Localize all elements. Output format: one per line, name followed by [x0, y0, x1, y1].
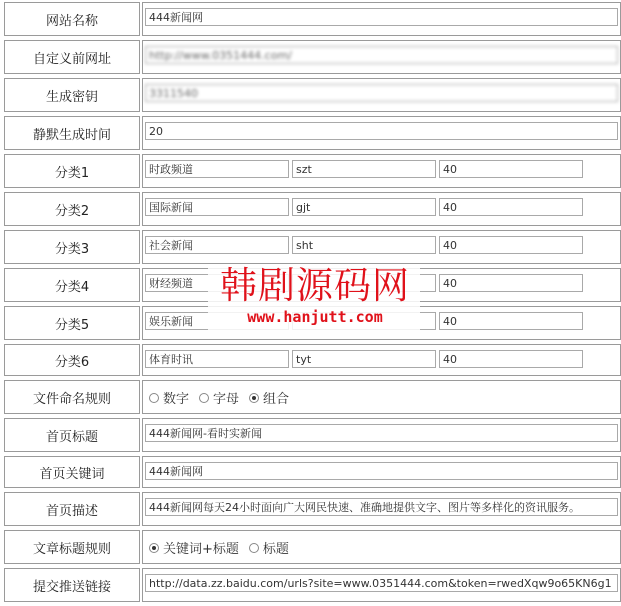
watermark-backdrop — [208, 266, 420, 336]
category-label: 分类5 — [4, 306, 140, 340]
row-silent-time — [0, 114, 621, 152]
silent-time-cell — [142, 116, 621, 150]
radio-option-title[interactable] — [249, 538, 289, 557]
home-keywords-input[interactable]: 444新闻网 — [145, 462, 618, 480]
row-category-3 — [0, 228, 621, 266]
article-title-rule-cell — [142, 530, 621, 564]
category-count-input[interactable]: 40 — [439, 312, 583, 330]
row-gen-key — [0, 76, 621, 114]
url-prefix-label: 自定义前网址 — [4, 40, 140, 74]
home-desc-input[interactable]: 444新闻网每天24小时面向广大网民快速、准确地提供文字、图片等多样化的资讯服务。 — [145, 498, 618, 516]
row-article-title-rule — [0, 528, 621, 566]
radio-option-combined[interactable] — [249, 388, 289, 407]
radio-label: 字母 — [213, 392, 240, 407]
site-name-label: 网站名称 — [4, 2, 140, 36]
row-home-desc — [0, 490, 621, 528]
silent-time-label: 静默生成时间 — [4, 116, 140, 150]
home-desc-label: 首页描述 — [4, 492, 140, 526]
watermark-title: 韩剧源码网 — [220, 264, 410, 307]
site-name-cell — [142, 2, 621, 36]
radio-unchecked-icon[interactable] — [149, 393, 159, 403]
category-count-input[interactable]: 40 — [439, 274, 583, 292]
push-link-input[interactable]: http://data.zz.baidu.com/urls?site=www.0351444.com&token=rwedXqw9o65KN6g1 — [145, 574, 618, 592]
row-url-prefix — [0, 38, 621, 76]
category-label: 分类2 — [4, 192, 140, 226]
category-name-input[interactable]: 时政频道 — [145, 160, 289, 178]
category-count-input[interactable]: 40 — [439, 198, 583, 216]
category-code-input[interactable]: gjt — [292, 198, 436, 216]
radio-label: 组合 — [263, 392, 290, 407]
file-naming-radio-group — [149, 388, 289, 407]
category-code-input[interactable]: tyt — [292, 350, 436, 368]
push-link-cell — [142, 568, 621, 602]
category-count-input[interactable]: 40 — [439, 236, 583, 254]
row-push-link — [0, 566, 621, 604]
push-link-label: 提交推送链接 — [4, 568, 140, 602]
category-count-input[interactable]: 40 — [439, 350, 583, 368]
category-label: 分类3 — [4, 230, 140, 264]
home-keywords-label: 首页关键词 — [4, 456, 140, 488]
category-name-input[interactable]: 体育时讯 — [145, 350, 289, 368]
file-naming-label: 文件命名规则 — [4, 380, 140, 414]
radio-checked-icon[interactable] — [149, 543, 159, 553]
gen-key-input[interactable]: 3311540 — [145, 84, 618, 102]
category-name-input[interactable]: 社会新闻 — [145, 236, 289, 254]
radio-label: 数字 — [163, 392, 190, 407]
category-code-input[interactable]: szt — [292, 160, 436, 178]
url-prefix-cell — [142, 40, 621, 74]
radio-label: 关键词+标题 — [163, 542, 239, 557]
row-category-2 — [0, 190, 621, 228]
home-desc-cell — [142, 492, 621, 526]
url-prefix-input[interactable]: http://www.0351444.com/ — [145, 46, 618, 64]
radio-label: 标题 — [262, 542, 289, 557]
file-naming-cell — [142, 380, 621, 414]
row-category-6 — [0, 342, 621, 378]
row-category-1 — [0, 152, 621, 190]
radio-unchecked-icon[interactable] — [199, 393, 209, 403]
category-name-input[interactable]: 国际新闻 — [145, 198, 289, 216]
category-name-input[interactable]: 财经频道 — [145, 274, 289, 292]
category-code-input[interactable]: sht — [292, 236, 436, 254]
article-title-rule-label: 文章标题规则 — [4, 530, 140, 564]
radio-unchecked-icon[interactable] — [249, 543, 259, 553]
gen-key-label: 生成密钥 — [4, 78, 140, 112]
home-title-input[interactable]: 444新闻网-看时实新闻 — [145, 424, 618, 442]
home-title-cell — [142, 418, 621, 452]
category-cell — [142, 230, 621, 264]
row-home-title — [0, 416, 621, 454]
category-label: 分类1 — [4, 154, 140, 188]
category-cell — [142, 192, 621, 226]
home-title-label: 首页标题 — [4, 418, 140, 452]
article-title-radio-group — [149, 538, 289, 557]
row-file-naming — [0, 378, 621, 416]
radio-option-keyword-title[interactable] — [149, 538, 239, 557]
row-site-name — [0, 0, 621, 38]
category-name-input[interactable]: 娱乐新闻 — [145, 312, 289, 330]
watermark-url: www.hanjutt.com — [247, 308, 383, 326]
radio-option-letter[interactable] — [199, 388, 239, 407]
category-label: 分类4 — [4, 268, 140, 302]
radio-option-number[interactable] — [149, 388, 189, 407]
category-label: 分类6 — [4, 344, 140, 376]
site-name-input[interactable]: 444新闻网 — [145, 8, 618, 26]
category-count-input[interactable]: 40 — [439, 160, 583, 178]
category-cell — [142, 344, 621, 376]
radio-checked-icon[interactable] — [249, 393, 259, 403]
home-keywords-cell — [142, 456, 621, 488]
silent-time-input[interactable]: 20 — [145, 122, 618, 140]
row-home-keywords — [0, 454, 621, 490]
gen-key-cell — [142, 78, 621, 112]
category-cell — [142, 154, 621, 188]
